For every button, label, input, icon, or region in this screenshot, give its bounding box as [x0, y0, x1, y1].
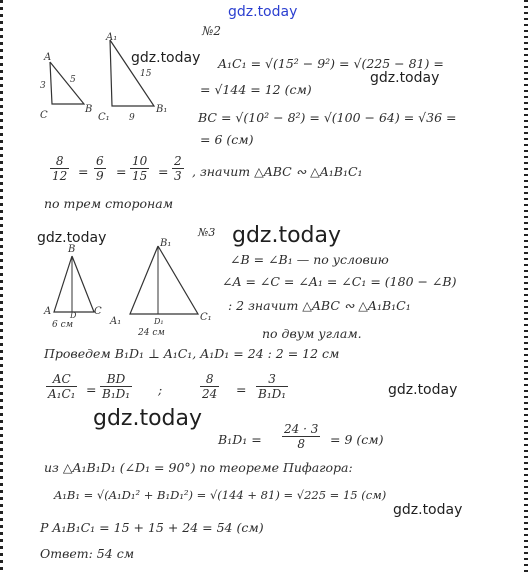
- solution-line: P A₁B₁C₁ = 15 + 15 + 24 = 54 (см): [40, 520, 264, 535]
- fraction: $\frac{10}{15}$: [132, 154, 148, 183]
- isosceles-triangles-figure: [30, 238, 230, 338]
- solution-line: = √144 = 12 (см): [200, 82, 312, 97]
- solution-line: по трем сторонам: [44, 196, 174, 211]
- section-number: №3: [198, 226, 216, 239]
- solution-line: = 6 (см): [200, 132, 254, 147]
- iso-small-b-label: B: [68, 244, 76, 255]
- iso-small-d-label: D: [70, 311, 77, 320]
- tri-big-a-label: A₁: [106, 32, 118, 43]
- tri-big-b-label: B₁: [156, 104, 168, 115]
- watermark: gdz.today: [37, 230, 107, 246]
- watermark: gdz.today: [131, 50, 201, 66]
- fraction: $\frac{2}{3}$: [174, 154, 182, 183]
- fraction: $\frac{24 \cdot 3}{8}$: [284, 422, 319, 451]
- watermark-top: gdz.today: [228, 4, 298, 20]
- iso-big-base-label: 24 см: [138, 328, 165, 338]
- tri-big-c-label: C₁: [98, 112, 110, 123]
- solution-line: : 2 значит △ABC ∾ △A₁B₁C₁: [228, 298, 411, 313]
- iso-small-c-label: C: [94, 306, 102, 317]
- iso-big-d-label: D₁: [154, 317, 164, 326]
- equals-sign: =: [236, 382, 247, 397]
- fraction: $\frac{3}{\text{B₁D₁}}$: [258, 372, 287, 401]
- tri-small-a-label: A: [44, 52, 52, 63]
- solution-line: Проведем B₁D₁ ⊥ A₁C₁, A₁D₁ = 24 : 2 = 12 см: [44, 346, 340, 361]
- solution-line: , значит △ABC ∾ △A₁B₁C₁: [192, 164, 363, 179]
- watermark: gdz.today: [388, 382, 458, 398]
- fraction: $\frac{8}{24}$: [202, 372, 218, 401]
- equals-sign: =: [158, 164, 169, 179]
- watermark: gdz.today: [93, 406, 203, 431]
- answer-line: Ответ: 54 см: [40, 546, 135, 561]
- page-edge-left: [0, 0, 3, 574]
- tri-big-base-label: 9: [129, 113, 135, 123]
- problem-number: №2: [202, 24, 221, 38]
- page-edge-right: [524, 0, 528, 574]
- right-triangles-figure: [30, 30, 180, 125]
- solution-line: ∠B = ∠B₁ — по условию: [230, 252, 389, 267]
- iso-big-b-label: B₁: [160, 238, 172, 249]
- tri-small-ab-label: 5: [70, 75, 76, 85]
- iso-small-a-label: A: [44, 306, 52, 317]
- tri-small-ac-label: 3: [40, 81, 46, 91]
- iso-big-a-label: A₁: [110, 316, 122, 327]
- solution-line: B₁D₁ =: [218, 432, 262, 447]
- equals-sign: =: [78, 164, 89, 179]
- watermark: gdz.today: [370, 70, 440, 86]
- fraction: $\frac{BD}{\text{B₁D₁}}$: [102, 372, 131, 401]
- solution-line: = 9 (см): [330, 432, 384, 447]
- tri-big-side-label: 15: [140, 69, 152, 79]
- iso-big-c-label: C₁: [200, 312, 212, 323]
- iso-small-base-label: 6 см: [52, 320, 74, 330]
- solution-line: ;: [158, 382, 163, 397]
- tri-small-c-label: C: [40, 110, 48, 121]
- fraction: $\frac{6}{9}$: [96, 154, 104, 183]
- watermark: gdz.today: [232, 223, 342, 248]
- tri-small-b-label: B: [85, 104, 93, 115]
- fraction: $\frac{8}{12}$: [52, 154, 68, 183]
- solution-line: по двум углам.: [262, 326, 362, 341]
- solution-line: A₁B₁ = √(A₁D₁² + B₁D₁²) = √(144 + 81) = √225 = 15 (см): [54, 488, 387, 502]
- fraction: $\frac{AC}{\text{A₁C₁}}$: [48, 372, 76, 401]
- solution-line: из △A₁B₁D₁ (∠D₁ = 90°) по теореме Пифагора:: [44, 460, 353, 475]
- solution-line: ∠A = ∠C = ∠A₁ = ∠C₁ = (180 − ∠B): [222, 274, 457, 289]
- solution-line: BC = √(10² − 8²) = √(100 − 64) = √36 =: [198, 110, 457, 125]
- watermark: gdz.today: [393, 502, 463, 518]
- equals-sign: =: [86, 382, 97, 397]
- equals-sign: =: [116, 164, 127, 179]
- solution-line: A₁C₁ = √(15² − 9²) = √(225 − 81) =: [218, 56, 444, 71]
